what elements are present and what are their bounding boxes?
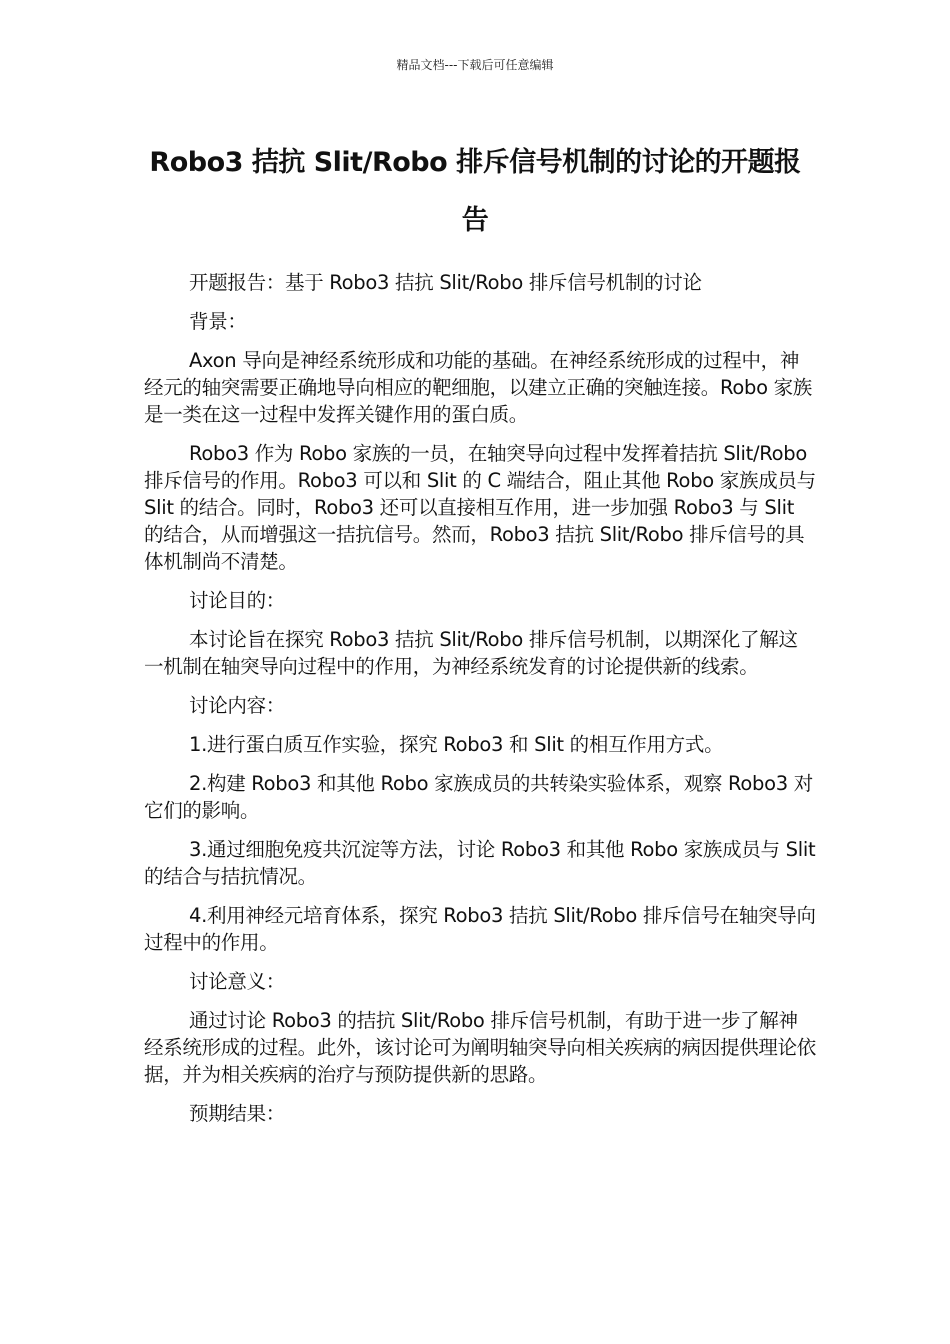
section-heading-significance: 讨论意义： [189,970,286,993]
list-item-content-4: 4.利用神经元培育体系，探究 Robo3 拮抗 Slit/Robo 排斥信号在轴突导向过程中的作用。 [144,904,816,954]
paragraph-intro: 开题报告：基于 Robo3 拮抗 Slit/Robo 排斥信号机制的讨论 [189,271,702,294]
list-item-content-1: 1.进行蛋白质互作实验，探究 Robo3 和 Slit 的相互作用方式。 [189,733,724,756]
paragraph-significance: 通过讨论 Robo3 的拮抗 Slit/Robo 排斥信号机制，有助于进一步了解神经系统形成的过程。此外，该讨论可为阐明轴突导向相关疾病的病因提供理论依据，并为相关疾病的治疗与预防提供新的思路。 [144,1009,817,1086]
paragraph-background-1: Axon 导向是神经系统形成和功能的基础。在神经系统形成的过程中，神经元的轴突需要正确地导向相应的靶细胞，以建立正确的突触连接。Robo 家族是一类在这一过程中发挥关键作用的蛋白质。 [144,349,813,426]
header-note: 精品文档---下载后可任意编辑 [396,58,554,72]
document-title: Robo3 拮抗 Slit/Robo 排斥信号机制的讨论的开题报告 [149,147,801,236]
document-body [144,269,816,1139]
list-item-content-2: 2.构建 Robo3 和其他 Robo 家族成员的共转染实验体系，观察 Robo3 对它们的影响。 [144,772,813,822]
section-heading-background: 背景： [189,310,247,333]
paragraph-purpose: 本讨论旨在探究 Robo3 拮抗 Slit/Robo 排斥信号机制，以期深化了解这一机制在轴突导向过程中的作用，为神经系统发育的讨论提供新的线索。 [144,628,798,678]
list-item-content-3: 3.通过细胞免疫共沉淀等方法，讨论 Robo3 和其他 Robo 家族成员与 Slit 的结合与拮抗情况。 [144,838,816,888]
section-heading-content: 讨论内容： [189,694,286,717]
paragraph-background-2: Robo3 作为 Robo 家族的一员，在轴突导向过程中发挥着拮抗 Slit/Robo 排斥信号的作用。Robo3 可以和 Slit 的 C 端结合，阻止其他 Robo 家族成员与 Slit 的结合。同时，Robo3 还可以直接相互作用，进一步加强 Robo3 与 Slit 的结合，从而增强这一拮抗信号。然而，Robo3 拮抗 Slit/Robo 排斥信号的具体机制尚不清楚。 [144,442,816,573]
section-heading-purpose: 讨论目的： [189,589,286,612]
section-heading-expected-results: 预期结果： [189,1102,286,1125]
